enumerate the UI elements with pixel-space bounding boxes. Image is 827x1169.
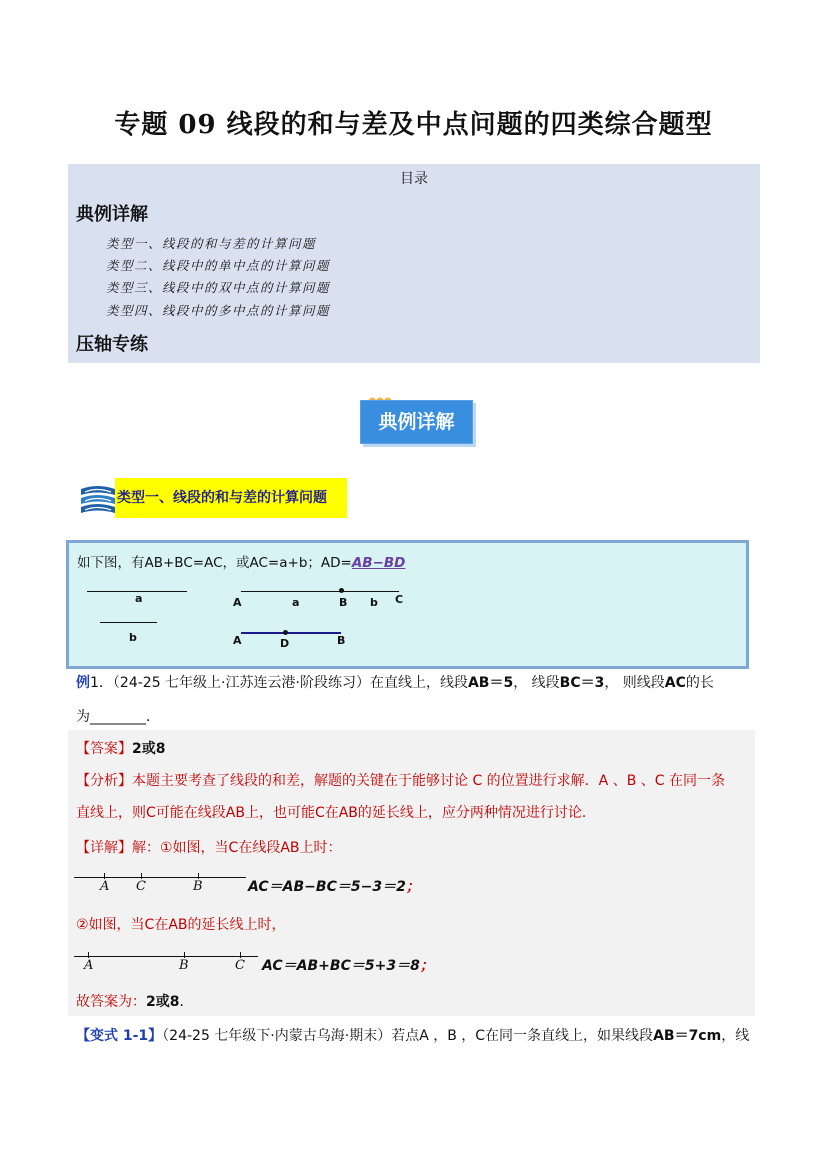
case1-label-a: A (100, 879, 110, 894)
case2-label-b: B (179, 958, 189, 973)
segment-a-inline-label: a (292, 596, 300, 609)
analysis-text1: 本题主要考查了线段的和差，解题的关键在于能够讨论 C 的位置进行求解．A 、B 、C 在同一条 (132, 773, 725, 789)
answer-label: 【答案】 (76, 741, 132, 757)
eq2-text: AC＝AB+BC＝5+3＝8 (262, 958, 420, 974)
example-question (76, 673, 766, 693)
case2-label-c: C (235, 958, 245, 973)
answer-box (68, 730, 755, 1016)
analysis-line1 (76, 770, 725, 790)
type-heading-text: 类型一、线段的和与差的计算问题 (117, 490, 327, 506)
case2-line (74, 956, 258, 957)
diagram-intro (77, 551, 405, 571)
variant-ab: AB＝7cm (653, 1028, 722, 1044)
case2-text: ②如图，当C在AB的延长线上时， (76, 917, 286, 933)
toc-item-type1[interactable]: 类型一、线段的和与差的计算问题 (106, 236, 317, 251)
point-d-label: D (280, 637, 290, 650)
banner-label: 典例详解 (378, 411, 455, 433)
diagram-intro-link[interactable]: AB−BD (351, 555, 406, 571)
conclusion-text: 故答案为： (76, 994, 146, 1010)
conclusion-period: ． (179, 994, 194, 1010)
case1-line (74, 877, 246, 878)
toc-item-type4[interactable]: 类型四、线段中的多中点的计算问题 (106, 303, 331, 318)
example-line2: 为________． (76, 709, 160, 725)
page-title: 专题 09 线段的和与差及中点问题的四类综合题型 (114, 110, 713, 140)
eq1-text: AC＝AB−BC＝5−3＝2 (248, 879, 406, 895)
section-banner (360, 400, 473, 444)
point-b-dot (339, 588, 344, 593)
detail-row (76, 837, 342, 857)
answer-value: 2或8 (132, 741, 166, 757)
type-heading (115, 478, 347, 518)
segment-b-label: b (129, 631, 137, 644)
example-end: 的长 (685, 675, 714, 691)
analysis-label: 【分析】 (76, 773, 132, 789)
variant-label: 【变式 1-1】 (76, 1028, 163, 1044)
example-number: 1． (90, 675, 113, 691)
answer-row (76, 738, 165, 758)
case2-label-a: A (84, 958, 94, 973)
segment-a-label: a (135, 592, 143, 605)
conclusion-row (76, 991, 193, 1011)
point-b2-label: B (337, 634, 346, 647)
eq2-semicolon: ； (419, 958, 434, 974)
toc-item-type3[interactable]: 类型三、线段中的双中点的计算问题 (106, 280, 331, 295)
variant-text: （24-25 七年级下·内蒙古乌海·期末）若点A ，B ，C在同一条直线上，如果线段 (162, 1028, 654, 1044)
example-mid: ， 线段 (513, 675, 560, 691)
line-adb (241, 632, 341, 634)
analysis-line2: 直线上，则C可能在线段AB上，也可能C在AB的延长线上，应分两种情况进行讨论． (76, 805, 596, 821)
point-d-dot (283, 630, 288, 635)
point-b-label: B (339, 596, 348, 609)
diagram-intro-text: 如下图，有AB+BC=AC，或AC=a+b；AD= (77, 555, 352, 571)
example-ab: AB＝5 (467, 675, 514, 691)
example-bc: BC＝3 (559, 675, 605, 691)
point-a2-label: A (233, 634, 242, 647)
line-abc (241, 591, 399, 592)
segment-b-inline-label: b (370, 596, 378, 609)
case1-label-c: C (136, 879, 146, 894)
variant-tail: ，线 (721, 1028, 750, 1044)
case1-equation (248, 876, 420, 896)
table-of-contents (68, 164, 760, 363)
toc-heading: 目录 (400, 171, 428, 187)
detail-text: 解：①如图，当C在线段AB上时： (132, 840, 342, 856)
toc-section-practice[interactable]: 压轴专练 (76, 334, 148, 355)
books-icon (77, 481, 117, 517)
example-prefix: 例 (76, 675, 90, 691)
variant-question (76, 1025, 766, 1045)
example-ac: AC (664, 675, 686, 691)
detail-label: 【详解】 (76, 840, 132, 856)
case1-label-b: B (193, 879, 203, 894)
case2-equation (262, 955, 434, 975)
conclusion-value: 2或8 (146, 994, 180, 1010)
example-tail: ， 则线段 (604, 675, 665, 691)
concept-diagram-box (66, 540, 749, 669)
example-source: （24-25 七年级上·江苏连云港·阶段练习）在直线上，线段 (112, 675, 468, 691)
segment-b-line (100, 622, 157, 623)
toc-item-type2[interactable]: 类型二、线段中的单中点的计算问题 (106, 258, 331, 273)
point-a-label: A (233, 596, 242, 609)
point-c-label: C (395, 593, 404, 606)
eq1-semicolon: ； (405, 879, 420, 895)
toc-section-examples[interactable]: 典例详解 (76, 204, 148, 225)
